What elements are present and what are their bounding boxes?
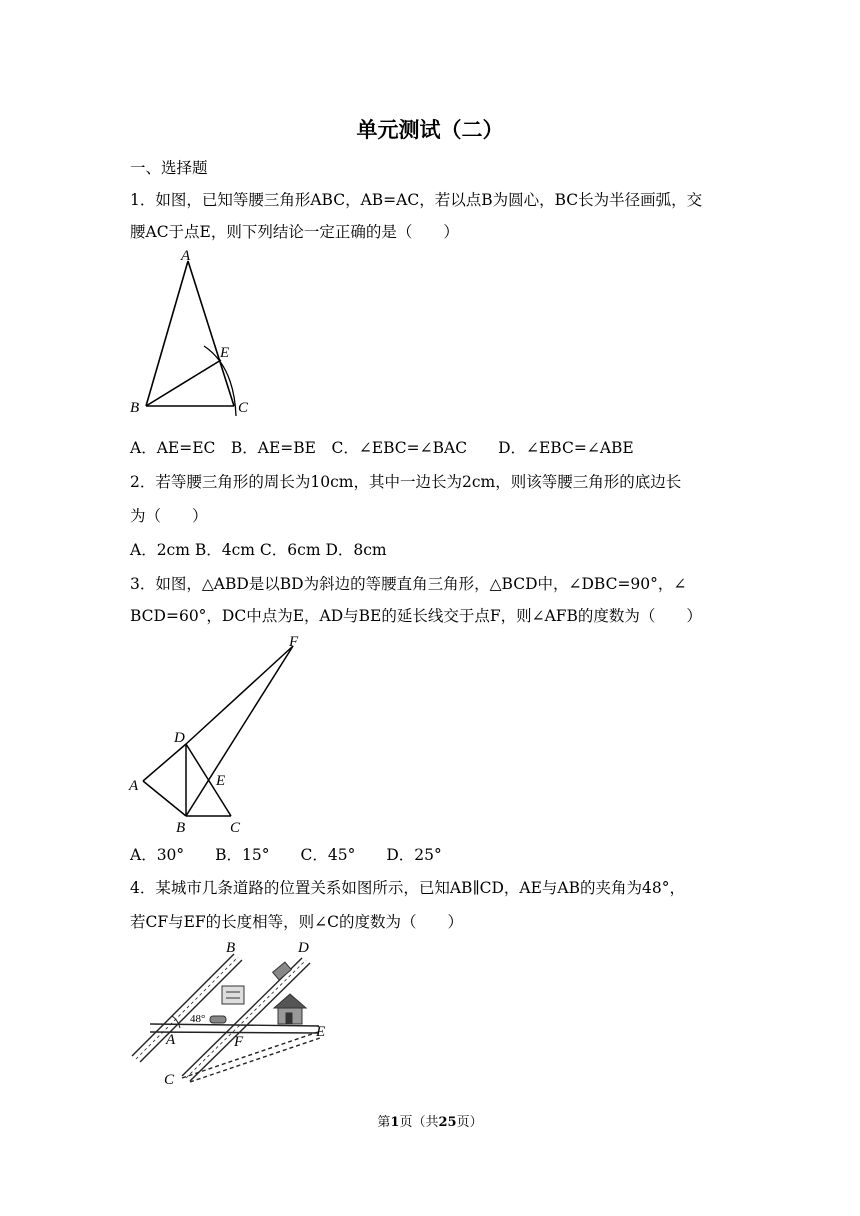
q4-angle-label: 48°: [190, 1013, 206, 1025]
q4-label-a: A: [166, 1032, 176, 1048]
q3-label-c: C: [230, 820, 241, 836]
q4-figure: [124, 938, 344, 1088]
q3-label-f: F: [289, 634, 299, 650]
q3-label-a: A: [129, 778, 139, 794]
q3-text-line1: 3．如图，△ABD是以BD为斜边的等腰直角三角形，△BCD中，∠DBC=90°，∠: [130, 575, 687, 593]
page-footer: [0, 1111, 860, 1130]
q2-options: A．2cm B．4cm C．6cm D．8cm: [130, 541, 387, 559]
q3-label-e: E: [216, 773, 226, 789]
footer-prefix: 第: [377, 1115, 391, 1130]
footer-page-number: 1: [390, 1115, 400, 1130]
q3-label-b: B: [176, 820, 186, 836]
q1-text-line1: 1．如图，已知等腰三角形ABC，AB=AC，若以点B为圆心，BC长为半径画弧，交: [130, 191, 703, 209]
q2-text-line1: 2．若等腰三角形的周长为10cm，其中一边长为2cm，则该等腰三角形的底边长: [130, 473, 682, 491]
q1-label-c: C: [238, 400, 249, 416]
q3-figure: [124, 630, 314, 836]
q1-options: A．AE=EC B．AE=BE C．∠EBC=∠BAC D．∠EBC=∠ABE: [130, 439, 634, 457]
q1-label-e: E: [220, 345, 230, 361]
q1-label-a: A: [181, 248, 191, 264]
q4-label-e: E: [316, 1024, 326, 1040]
q4-label-f: F: [234, 1034, 244, 1050]
q1-text-line2: 腰AC于点E，则下列结论一定正确的是（ ）: [130, 223, 459, 241]
q4-label-c: C: [164, 1072, 175, 1088]
footer-mid: 页（共: [399, 1115, 439, 1130]
q4-label-b: B: [226, 940, 236, 956]
q1-label-b: B: [130, 400, 140, 416]
q2-text-line2: 为（ ）: [130, 507, 208, 525]
q1-figure: [124, 246, 264, 422]
q3-text-line2: BCD=60°，DC中点为E，AD与BE的延长线交于点F，则∠AFB的度数为（ ）: [130, 607, 702, 625]
q4-text-line2: 若CF与EF的长度相等，则∠C的度数为（ ）: [130, 913, 464, 931]
q4-label-d: D: [298, 940, 309, 956]
footer-total-pages: 25: [438, 1115, 457, 1130]
footer-suffix: 页）: [456, 1115, 483, 1130]
q4-text-line1: 4．某城市几条道路的位置关系如图所示，已知AB∥CD，AE与AB的夹角为48°，: [130, 879, 685, 897]
q3-options: A．30° B．15° C．45° D．25°: [130, 846, 442, 864]
section-heading: 一、选择题: [130, 159, 208, 177]
page-title: 单元测试（二）: [356, 118, 504, 142]
q3-label-d: D: [174, 730, 185, 746]
